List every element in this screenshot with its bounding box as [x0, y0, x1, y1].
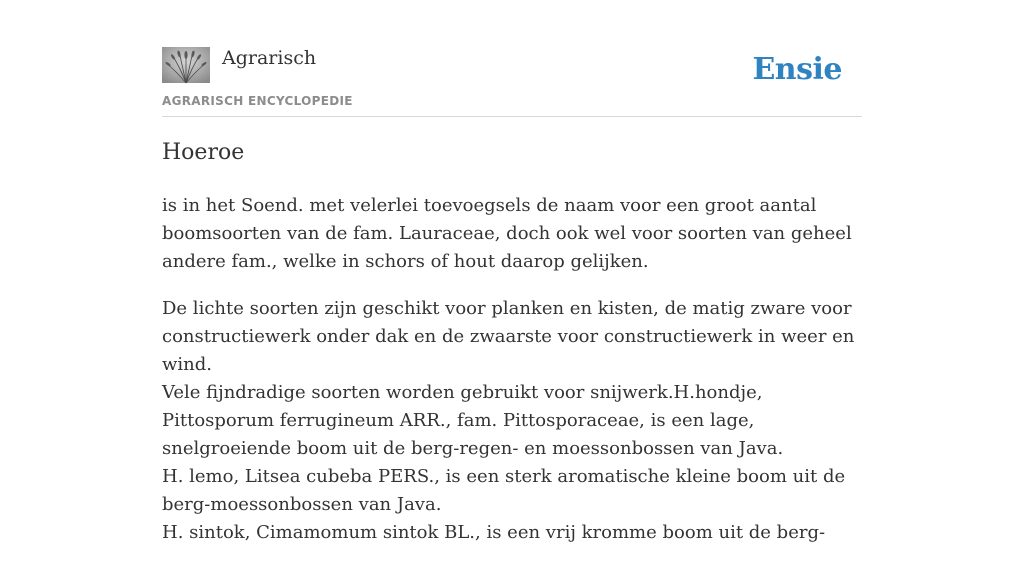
paragraph: is in het Soend. met velerlei toevoegsels de naam voor een groot aantal boomsoorten van de fam. Lauraceae, doch ook wel voor soorten van geheel andere fam., welke in schors of hout daarop gelijken.: [162, 195, 852, 272]
ensie-brand-logo[interactable]: Ensie: [752, 52, 842, 87]
paragraph-line: H. lemo, Litsea cubeba PERS., is een sterk aromatische kleine boom uit de berg-moessonbossen van Java.: [162, 466, 846, 515]
wheat-logo-icon[interactable]: [162, 47, 210, 83]
site-header: [162, 44, 862, 117]
site-name[interactable]: Agrarisch: [222, 47, 317, 69]
paragraph: [162, 295, 872, 547]
paragraph-line: H. sintok, Cimamomum sintok BL., is een vrij kromme boom uit de berg-: [162, 522, 826, 543]
paragraph-line: Vele fijndradige soorten worden gebruikt voor snijwerk.H.hondje, Pittosporum ferrugineum ARR., fam. Pittosporaceae, is een lage, snelgroeiende boom uit de berg-regen- en moessonbossen van Java.: [162, 382, 784, 459]
paragraph-line: De lichte soorten zijn geschikt voor planken en kisten, de matig zware voor constructiewerk onder dak en de zwaarste voor constructiewerk in weer en wind.: [162, 298, 855, 375]
article-title: Hoeroe: [162, 140, 245, 165]
article-body: [162, 192, 872, 566]
site-subtitle: AGRARISCH ENCYCLOPEDIE: [162, 94, 353, 108]
